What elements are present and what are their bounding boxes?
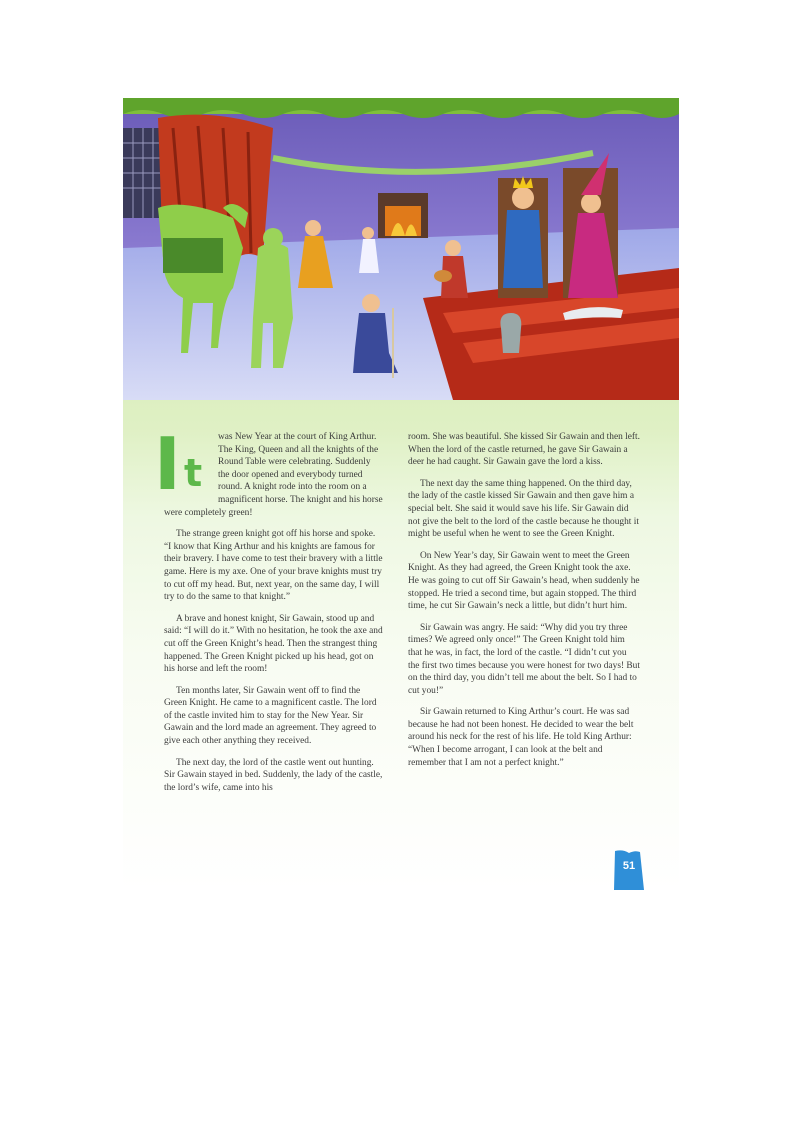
drop-cap-big-letter: I [154, 422, 181, 506]
paragraph-10: Sir Gawain returned to King Arthur’s court. He was sad because he had not been honest. He decided to wear the belt around his neck for the rest of his life. He told King Arthur: “When I become arrogant, I can look at the belt and remember that I am not a perfect knight.” [408, 707, 634, 768]
paragraph-7: The next day the same thing happened. On the third day, the lady of the castle kissed Sir Gawain and then gave him a special belt. She said it would save his life. Sir Gawain did not give the belt to the lord of the castle because he thought it might be useful when he went to see the Green Knight. [408, 478, 639, 540]
drop-cap-small-letter: t [184, 451, 203, 495]
paragraph-1 [154, 422, 384, 519]
left-column [154, 422, 384, 803]
paragraph-6: room. She was beautiful. She kissed Sir Gawain and then left. When the lord of the castle returned, he gave Sir Gawain a deer he had caught. Sir Gawain gave the lord a kiss. [408, 432, 640, 468]
page-number: 51 [622, 860, 636, 872]
paragraph-4: Ten months later, Sir Gawain went off to find the Green Knight. He came to a magnificent castle. The lord of the castle invited him to stay for the New Year. Sir Gawain and the lord made an agreement. They agreed to give each other anything they received. [164, 685, 377, 747]
court-feast-illustration [123, 98, 679, 400]
illustration-image [123, 98, 679, 400]
right-column [408, 431, 640, 778]
drop-cap [154, 422, 212, 506]
book-page [123, 98, 679, 890]
paragraph-3: A brave and honest knight, Sir Gawain, stood up and said: “I will do it.” With no hesitation, he took the axe and cut off the Green Knight’s head. Then the strangest thing happened. The Green Knight picked up his head, got on his horse and left the room! [164, 613, 383, 675]
paragraph-5: The next day, the lord of the castle went out hunting. Sir Gawain stayed in bed. Suddenly, the lady of the castle, the lord’s wife, came into his [164, 757, 383, 793]
paragraph-2: The strange green knight got off his horse and spoke. “I know that King Arthur and his knights are famous for their bravery. I have come to test their bravery with a little game. Here is my axe. One of your brave knights must try to cut off my head. But, next year, on the same day, I will try to do the same to that knight.” [164, 529, 383, 603]
paragraph-text: was New Year at the court of King Arthur. The King, Queen and all the knights of the Round Table were celebrating. Suddenly the door opened and everybody turned round. A knight rode into the room on a magnificent horse. The knight and his horse were completely green! [164, 432, 383, 518]
page-number-tab [613, 849, 645, 891]
paragraph-8: On New Year’s day, Sir Gawain went to meet the Green Knight. As they had agreed, the Green Knight took the axe. He was going to cut off Sir Gawain’s head, when suddenly he stopped. He tried a second time, but again stopped. The third time, he cut Sir Gawain’s neck a little, but didn’t hurt him. [408, 550, 640, 612]
paragraph-9: Sir Gawain was angry. He said: “Why did you try three times? We agreed only once!” The Green Knight told him that he was, in fact, the lord of the castle. “I didn’t cut you the first two times because you were honest for two days! But on the third day, you didn’t tell me about the belt. So I had to cut you!” [408, 622, 640, 696]
